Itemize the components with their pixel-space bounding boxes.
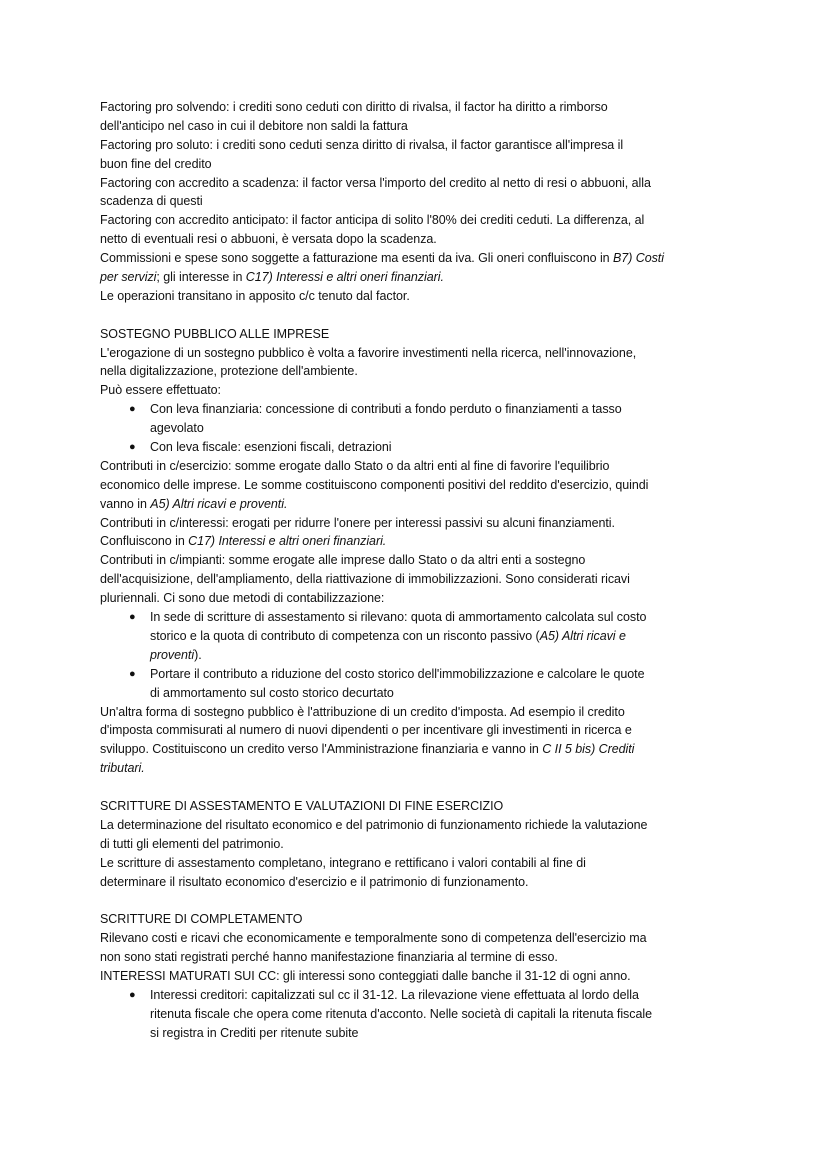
text-segment: Factoring pro solvendo: i crediti sono ceduti con diritto di rivalsa, il factor ha diritto a rimborso (100, 100, 608, 114)
text-segment: non sono stati registrati perché hanno manifestazione finanziaria al termine di esso. (100, 950, 558, 965)
text-line (100, 532, 740, 551)
italic-text: A5) Altri ricavi e proventi. (150, 496, 288, 511)
text-segment: buon fine del credito (100, 156, 212, 171)
text-segment: Commissioni e spese sono soggette a fatturazione ma esenti da iva. Gli oneri confluiscono in (100, 251, 613, 266)
italic-text: C II 5 bis) Crediti (542, 742, 635, 757)
bullet-item (100, 400, 740, 419)
text-line (100, 249, 740, 268)
text-line (100, 192, 740, 211)
text-segment: Le scritture di assestamento completano, integrano e rettificano i valori contabili al fine di (100, 855, 586, 870)
text-segment: Factoring con accredito a scadenza: il factor versa l'importo del credito al netto di resi o abbuoni, alla (100, 175, 651, 190)
text-line (100, 929, 740, 948)
text-line (100, 230, 740, 249)
text-segment: Contributi in c/impianti: somme erogate alle imprese dallo Stato o da altri enti a sostegno (100, 553, 586, 568)
text-segment: netto di eventuali resi o abbuoni, è versata dopo la scadenza. (100, 232, 437, 247)
text-line (100, 721, 740, 740)
text-line (100, 703, 740, 722)
text-segment: storico e la quota di contributo di competenza con un risconto passivo ( (150, 628, 540, 643)
text-segment: SCRITTURE DI ASSESTAMENTO E VALUTAZIONI DI FINE ESERCIZIO (100, 798, 504, 813)
text-line (100, 268, 740, 287)
text-segment: La determinazione del risultato economico e del patrimonio di funzionamento richiede la valutazione (100, 817, 648, 832)
text-segment: nella digitalizzazione, protezione dell'ambiente. (100, 364, 358, 379)
section-heading (100, 797, 740, 816)
bullet-icon: ● (129, 667, 136, 680)
italic-text: A5) Altri ricavi e (539, 628, 626, 643)
text-segment: dell'anticipo nel caso in cui il debitore non saldi la fattura (100, 118, 408, 133)
text-line (100, 495, 740, 514)
bullet-icon: ● (129, 441, 136, 454)
bullet-icon: ● (129, 611, 136, 624)
text-line (100, 362, 740, 381)
bullet-item (100, 665, 740, 684)
text-segment: agevolato (150, 421, 204, 436)
text-line (100, 759, 740, 778)
text-segment: si registra in Crediti per ritenute subite (150, 1025, 359, 1040)
italic-text: per servizi (100, 270, 157, 285)
text-segment: Contributi in c/interessi: erogati per ridurre l'onere per interessi passivi su alcuni finanziamenti. (100, 515, 615, 530)
text-segment: Un'altra forma di sostegno pubblico è l'attribuzione di un credito d'imposta. Ad esempio il credito (100, 704, 625, 719)
text-segment: Portare il contributo a riduzione del costo storico dell'immobilizzazione e calcolare le quote (150, 666, 645, 681)
text-line (100, 873, 740, 892)
text-line (100, 174, 740, 193)
text-line (100, 136, 740, 155)
text-line (100, 589, 740, 608)
text-line (100, 570, 740, 589)
text-segment: pluriennali. Ci sono due metodi di contabilizzazione: (100, 591, 385, 606)
text-line (100, 1024, 740, 1043)
text-segment: Factoring pro soluto: i crediti sono ceduti senza diritto di rivalsa, il factor garantisce all'impresa il (100, 137, 624, 152)
blank-line (100, 778, 740, 797)
text-segment: di tutti gli elementi del patrimonio. (100, 836, 284, 851)
text-segment: Contributi in c/esercizio: somme erogate dallo Stato o da altri enti al fine di favorire l'equilibrio (100, 458, 610, 473)
italic-text: B7) Costi (613, 251, 664, 266)
text-line (100, 287, 740, 306)
text-line (100, 155, 740, 174)
text-line (100, 551, 740, 570)
section-heading (100, 325, 740, 344)
text-segment: d'imposta commisurati al numero di nuovi dipendenti o per incentivare gli investimenti in ricerca e (100, 723, 632, 738)
blank-line (100, 306, 740, 325)
text-line (100, 514, 740, 533)
text-line (100, 740, 740, 759)
text-segment: determinare il risultato economico d'esercizio e il patrimonio di funzionamento. (100, 874, 529, 889)
text-segment: SCRITTURE DI COMPLETAMENTO (100, 912, 303, 927)
text-line (100, 646, 740, 665)
text-segment: di ammortamento sul costo storico decurtato (150, 685, 394, 700)
text-segment: Le operazioni transitano in apposito c/c tenuto dal factor. (100, 288, 410, 303)
text-line (100, 835, 740, 854)
text-line (100, 1005, 740, 1024)
text-line (100, 457, 740, 476)
text-segment: ritenuta fiscale che opera come ritenuta d'acconto. Nelle società di capitali la ritenuta fiscale (150, 1006, 652, 1021)
text-segment: Con leva finanziaria: concessione di contributi a fondo perduto o finanziamenti a tasso (150, 402, 622, 417)
bullet-icon: ● (129, 403, 136, 416)
italic-text: C17) Interessi e altri oneri finanziari. (188, 534, 387, 549)
bullet-item (100, 438, 740, 457)
italic-text: C17) Interessi e altri oneri finanziari. (245, 270, 444, 285)
text-line (100, 117, 740, 136)
text-segment: Factoring con accredito anticipato: il factor anticipa di solito l'80% dei crediti ceduti. La differenza, al (100, 213, 645, 228)
text-segment: dell'acquisizione, dell'ampliamento, della riattivazione di immobilizzazioni. Sono considerati ricavi (100, 572, 630, 587)
text-line (100, 684, 740, 703)
text-segment: Rilevano costi e ricavi che economicamente e temporalmente sono di competenza dell'esercizio ma (100, 931, 647, 946)
text-line (100, 344, 740, 363)
text-segment: In sede di scritture di assestamento si rilevano: quota di ammortamento calcolata sul costo (150, 610, 647, 625)
text-line (100, 419, 740, 438)
bullet-item (100, 608, 740, 627)
text-line (100, 476, 740, 495)
text-segment: vanno in (100, 496, 151, 511)
text-line (100, 816, 740, 835)
section-heading (100, 910, 740, 929)
text-segment: sviluppo. Costituiscono un credito verso l'Amministrazione finanziaria e vanno in (100, 742, 543, 757)
blank-line (100, 891, 740, 910)
italic-text: proventi (150, 647, 195, 662)
text-line (100, 381, 740, 400)
text-line (100, 854, 740, 873)
text-line (100, 627, 740, 646)
document-page (100, 98, 740, 1043)
text-line (100, 967, 740, 986)
bullet-icon: ● (129, 988, 136, 1001)
text-line (100, 211, 740, 230)
text-segment: Con leva fiscale: esenzioni fiscali, detrazioni (150, 440, 392, 455)
text-line (100, 948, 740, 967)
text-segment: INTERESSI MATURATI SUI CC: gli interessi sono conteggiati dalle banche il 31-12 di ogni anno. (100, 968, 631, 983)
text-segment: SOSTEGNO PUBBLICO ALLE IMPRESE (100, 326, 330, 341)
text-segment: scadenza di questi (100, 194, 203, 209)
text-segment: L'erogazione di un sostegno pubblico è volta a favorire investimenti nella ricerca, nell'innovazione, (100, 345, 637, 360)
text-line (100, 98, 740, 117)
text-segment: Confluiscono in (100, 534, 189, 549)
text-segment: Può essere effettuato: (100, 383, 221, 398)
text-segment: Interessi creditori: capitalizzati sul cc il 31-12. La rilevazione viene effettuata al lordo della (150, 987, 639, 1002)
text-segment: economico delle imprese. Le somme costituiscono componenti positivi del reddito d'esercizio, quindi (100, 477, 649, 492)
italic-text: tributari. (100, 761, 145, 776)
bullet-item (100, 986, 740, 1005)
text-segment: ). (194, 647, 202, 662)
text-segment: ; gli interesse in (156, 270, 246, 285)
